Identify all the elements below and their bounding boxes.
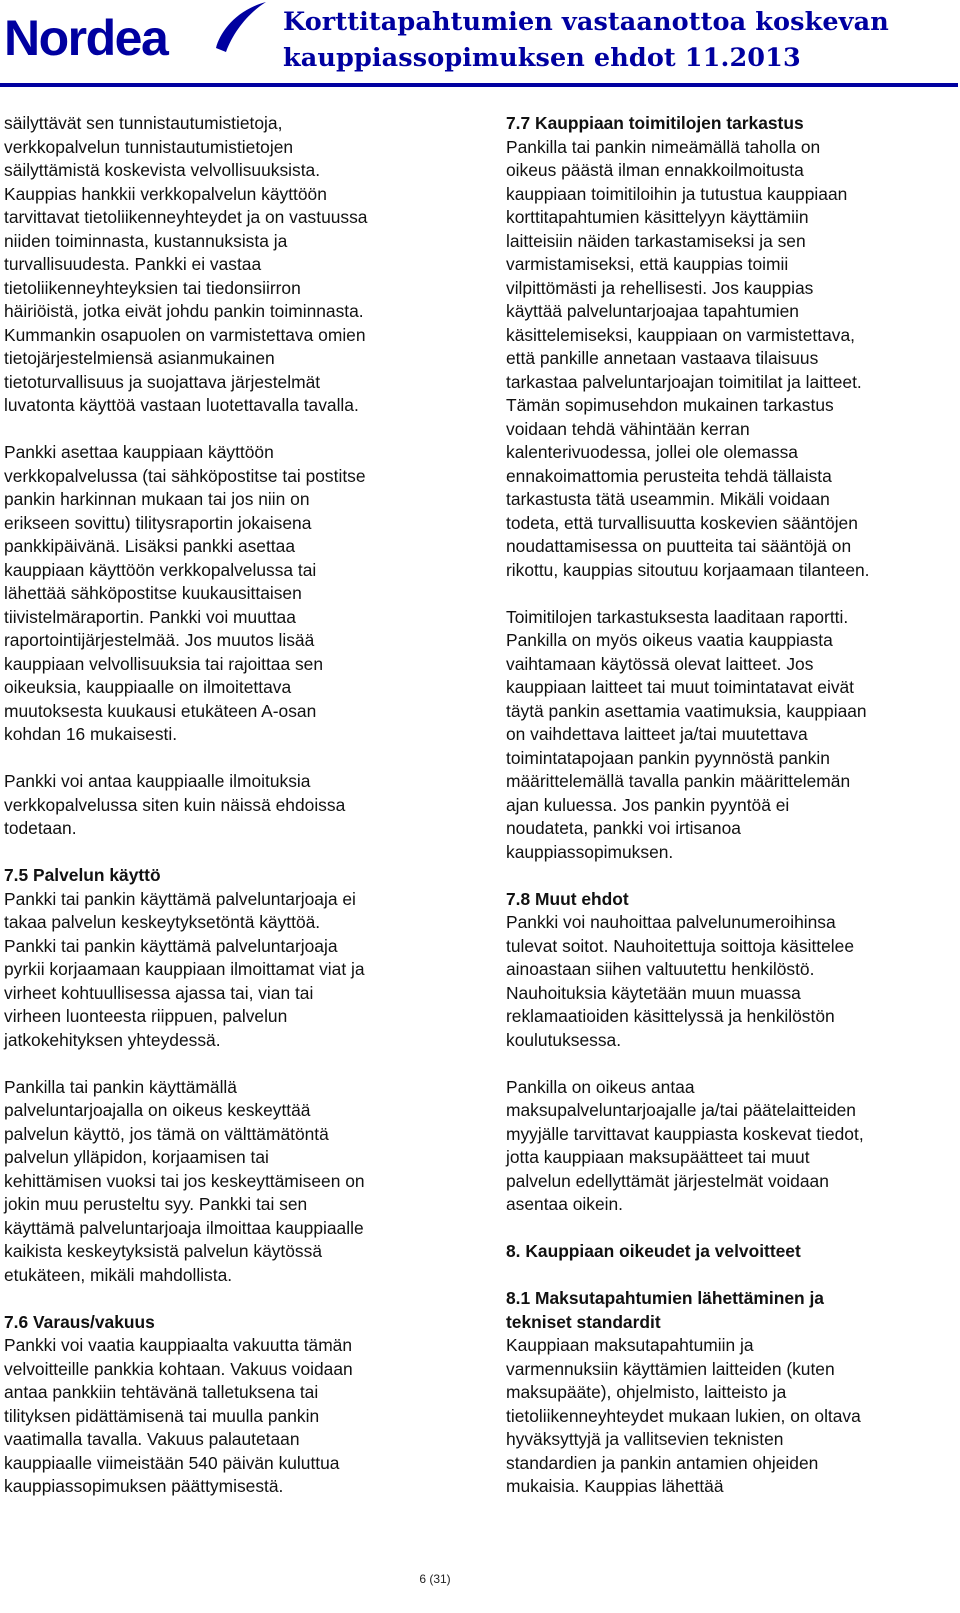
page-header — [0, 0, 960, 90]
document-title-line-1: Korttitapahtumien vastaanottoa koskevan — [283, 7, 889, 37]
page-footer — [0, 1548, 960, 1608]
left-column — [4, 112, 444, 1499]
section-heading-8: 8. Kauppiaan oikeudet ja velvoitteet — [506, 1241, 801, 1261]
section-heading-7-7: 7.7 Kauppiaan toimitilojen tarkastus — [506, 113, 804, 133]
nordea-logo-mark — [4, 2, 274, 64]
section-heading-7-8: 7.8 Muut ehdot — [506, 888, 629, 909]
logo-wordmark: Nordea — [4, 10, 168, 64]
paragraph: Pankki voi antaa kauppiaalle ilmoituksia verkkopalvelussa siten kuin näissä ehdoissa todetaan. — [4, 771, 346, 838]
section-heading-8-1: 8.1 Maksutapahtumien lähettäminen ja tekniset standardit — [506, 1288, 824, 1332]
paragraph: Pankki asettaa kauppiaan käyttöön verkkopalvelussa (tai sähköpostitse tai postitse pankin harkinnan mukaan tai jos niin on erikseen sovittu) tilitysraportin jokaisena pankkipäivänä. Lisäksi pankki asettaa kauppiaan käyttöön verkkopalvelussa tai lähettää sähköpostitse kuukausittaisen tiivistelmäraportin. Pankki voi muuttaa raportointijärjestelmää. Jos muutos lisää kauppiaan velvollisuuksia tai rajoittaa sen oikeuksia, kauppiaalle on ilmoitettava muutoksesta kuukausi etukäteen A-osan kohdan 16 mukaisesti. — [4, 442, 366, 744]
paragraph: Pankki voi vaatia kauppiaalta vakuutta tämän velvoitteille pankkia kohtaan. Vakuus voidaan antaa pankkiin tehtävänä talletuksena tai tilityksen pidättämisenä tai muulla pankin vaatimalla tavalla. Vakuus palautetaan kauppiaalle viimeistään 540 päivän kuluttua kauppiassopimuksen päättymisestä. — [4, 1335, 353, 1496]
page-number: 6 (31) — [419, 1572, 451, 1586]
paragraph: Kauppiaan maksutapahtumiin ja varmennuksiin käyttämien laitteiden (kuten maksupääte), ohjelmisto, laitteisto ja tietoliikenneyhteydet mukaan lukien, on oltava hyväksyttyjä ja vallitsevien teknisten standardien ja pankin antamien ohjeiden mukaisia. Kauppias lähettää — [506, 1335, 861, 1496]
document-title — [283, 4, 953, 76]
paragraph: Pankilla tai pankin käyttämällä palveluntarjoajalla on oikeus keskeyttää palvelun käyttö, jos tämä on välttämätöntä palvelun ylläpidon, korjaamisen tai kehittämisen vuoksi tai jos keskeyttämiseen on jokin muu perusteltu syy. Pankki tai sen käyttämä palveluntarjoaja ilmoittaa kauppiaalle kaikista keskeytyksistä palvelun käytössä etukäteen, mikäli mahdollista. — [4, 1076, 365, 1285]
header-divider — [0, 83, 958, 87]
section-heading-7-6: 7.6 Varaus/vakuus — [4, 1311, 155, 1332]
paragraph: Pankki tai pankin käyttämä palveluntarjoaja ei takaa palvelun keskeytyksetöntä käyttöä. Pankki tai pankin käyttämä palveluntarjoaja pyrkii korjaamaan kauppiaan ilmoittamat viat ja virheet kohtuullisessa ajassa tai, vian tai virheen luonteesta riippuen, palvelun jatkokehityksen yhteydessä. — [4, 888, 365, 1050]
right-column — [506, 112, 956, 1499]
paragraph: Pankki voi nauhoittaa palvelunumeroihinsa tulevat soitot. Nauhoitettuja soittoja käsittelee ainoastaan siihen valtuutettu henkilöstö. Nauhoituksia käytetään muun muassa reklamaatioiden käsittelyssä ja henkilöstön koulutuksessa. — [506, 912, 855, 1050]
paragraph: Toimitilojen tarkastuksesta laaditaan raportti. Pankilla on myös oikeus vaatia kauppiasta vaihtamaan käytössä olevat laitteet. Jos kauppiaan laitteet tai muut toimintatavat eivät täytä pankin asettamia vaatimuksia, kauppiaan on vaihdettava laitteet ja/tai muutettava toimintatapojaan pankin pyynnöstä pankin määrittelemällä tavalla pankin määrittelemän ajan kuluessa. Jos pankin pyyntöä ei noudateta, pankki voi irtisanoa kauppiassopimuksen. — [506, 606, 867, 862]
section-heading-7-5: 7.5 Palvelun käyttö — [4, 865, 161, 885]
paragraph: säilyttävät sen tunnistautumistietoja, verkkopalvelun tunnistautumistietojen säilyttämistä koskevista velvollisuuksista. Kauppias hankkii verkkopalvelun käyttöön tarvittavat tietoliikenneyhteydet ja on vastuussa niiden toiminnasta, kustannuksista ja turvallisuudesta. Pankki ei vastaa tietoliikenneyhteyksien tai tiedonsiirron häiriöistä, jotka eivät johdu pankin toiminnasta. Kummankin osapuolen on varmistettava omien tietojärjestelmiensä asianmukainen tietoturvallisuus ja suojattava järjestelmät luvatonta käyttöä vastaan luotettavalla tavalla. — [4, 113, 368, 415]
paragraph: Pankilla tai pankin nimeämällä taholla on oikeus päästä ilman ennakkoilmoitusta kauppiaan toimitiloihin ja tutustua kauppiaan korttitapahtumien käsittelyyn käyttämiin laitteisiin näiden tarkastamiseksi ja sen varmistamiseksi, että kauppias toimii vilpittömästi ja rehellisesti. Jos kauppias käyttää palveluntarjoajaa tapahtumien käsittelemiseksi, kauppiaan on varmistettava, että pankille annetaan vastaava tilaisuus tarkastaa palveluntarjoajan toimitilat ja laitteet. Tämän sopimusehdon mukainen tarkastus voidaan tehdä vähintään kerran kalenterivuodessa, jollei ole olemassa ennakoimattomia perusteita tehdä tällaista tarkastusta tätä useammin. Mikäli voidaan todeta, että turvallisuutta koskevien sääntöjen noudattamisessa on puutteita tai sääntöjä on rikottu, kauppias sitoutuu korjaamaan tilanteen. — [506, 136, 870, 580]
paragraph: Pankilla on oikeus antaa maksupalveluntarjoajalle ja/tai päätelaitteiden myyjälle tarvittavat kauppiasta koskevat tiedot, jotta kauppiaan maksupäätteet tai muut palvelun edellyttämät järjestelmät voidaan asentaa oikein. — [506, 1076, 864, 1214]
document-title-line-2: kauppiassopimuksen ehdot 11.2013 — [283, 43, 801, 73]
nordea-logo — [4, 2, 274, 64]
